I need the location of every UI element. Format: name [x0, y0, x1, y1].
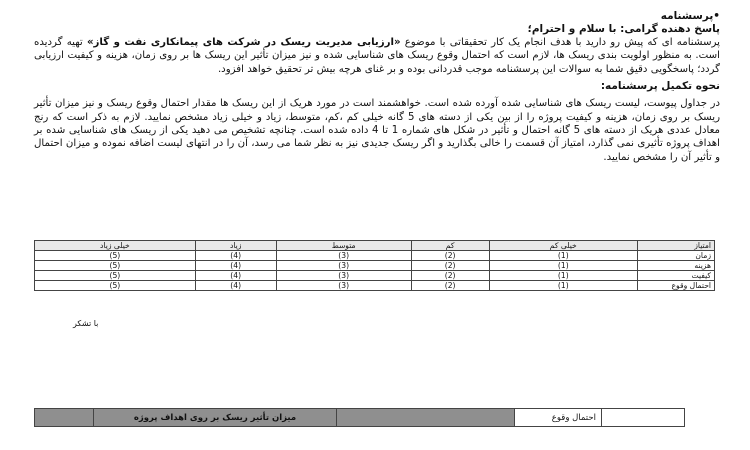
shaded-cell [35, 409, 94, 427]
impact-label: میزان تأثیر ریسک بر روی اهداف پروژه [94, 409, 337, 427]
greeting: پاسخ دهنده گرامی: با سلام و احترام؛ [527, 23, 720, 35]
table-cell[interactable]: (4) [195, 251, 276, 261]
table-cell[interactable]: (5) [35, 261, 196, 271]
table-cell[interactable]: (1) [489, 271, 637, 281]
header-very-low: خیلی کم [489, 241, 637, 251]
intro-text-1: پرسشنامه ای که پیش رو دارید با هدف انجام یک کار تحقیقاتی با موضوع [404, 37, 720, 48]
probability-label: احتمال وقوع [515, 409, 602, 427]
row-label-cost: هزینه [638, 261, 715, 271]
rating-scale-table [34, 240, 715, 291]
intro-text-2: تهیه گردیده است. به منظور اولویت بندی ریسک ها، لازم است که احتمال وقوع ریسک های شناسایی شده و نیز میزان تأثیر این ریسک ها بر روی زمان، هزینه و کیفیت ارزیابی گردد؛ پاسخگویی دقیق شما به سوالات این پرسشنامه موجب قدردانی بوده و بر غنای هرچه بیش تر تحقیق خواهد افزود. [34, 37, 720, 75]
table-cell[interactable]: (4) [195, 261, 276, 271]
how-to-paragraph: در جداول پیوست، لیست ریسک های شناسایی شده آورده شده است. خواهشمند است در مورد هریک از این ریسک ها مقدار احتمال وقوع ریسک و نیز میزان تأثیر ریسک بر روی زمان، هزینه و کیفیت پروژه را از بین یکی از دسته های 5 گانه خیلی کم ،کم، متوسط، زیاد و خیلی زیاد مشخص نمایید. لازم به ذکر است که رنج معادل عددی هریک از دسته های 5 گانه احتمال و تأثیر در شکل های شماره 1 تا 4 داده شده است. چنانچه تشخیص می دهید یکی از ریسک های شناسایی شده بر اهداف پروژه تأثیری نمی گذارد، امتیاز آن قسمت را خالی بگذارید و اگر ریسک جدیدی نیز به نظر شما می رسد، آن را در انتهای لیست اضافه نموده و میزان احتمال و تأثیر آن را مشخص نمایید. [34, 98, 721, 163]
intro-topic: «ارزیابی مدیریت ریسک در شرکت های پیمانکاری نفت و گاز» [86, 37, 401, 48]
table-cell[interactable]: (3) [276, 281, 411, 291]
thanks-note: با تشکر [73, 319, 99, 328]
header-very-high: خیلی زیاد [35, 241, 196, 251]
header-low: کم [411, 241, 489, 251]
row-label-quality: کیفیت [638, 271, 715, 281]
table-cell[interactable]: (5) [35, 271, 196, 281]
intro-paragraph [34, 36, 720, 76]
table-cell[interactable]: (5) [35, 251, 196, 261]
table-cell[interactable]: (1) [489, 281, 637, 291]
table-cell[interactable]: (1) [489, 261, 637, 271]
probability-entry-cell[interactable] [602, 409, 685, 427]
table-row [35, 409, 685, 427]
shaded-cell [337, 409, 515, 427]
row-label-probability: احتمال وقوع [638, 281, 715, 291]
table-cell[interactable]: (2) [411, 261, 489, 271]
table-cell[interactable]: (3) [276, 261, 411, 271]
table-row [35, 251, 715, 261]
table-cell[interactable]: (4) [195, 281, 276, 291]
document-body [34, 10, 720, 164]
table-cell[interactable]: (2) [411, 281, 489, 291]
table-cell[interactable]: (5) [35, 281, 196, 291]
table-cell[interactable]: (1) [489, 251, 637, 261]
table-cell[interactable]: (4) [195, 271, 276, 281]
risk-summary-table [34, 408, 685, 427]
row-label-time: زمان [638, 251, 715, 261]
header-high: زیاد [195, 241, 276, 251]
table-row [35, 261, 715, 271]
how-to-heading: نحوه تکمیل پرسشنامه: [600, 80, 720, 93]
table-cell[interactable]: (3) [276, 251, 411, 261]
table-row [35, 271, 715, 281]
table-cell[interactable]: (2) [411, 251, 489, 261]
table-row [35, 281, 715, 291]
table-header-row [35, 241, 715, 251]
table-cell[interactable]: (3) [276, 271, 411, 281]
table-cell[interactable]: (2) [411, 271, 489, 281]
page-title: •پرسشنامه [660, 10, 720, 22]
header-medium: متوسط [276, 241, 411, 251]
header-score: امتیاز [638, 241, 715, 251]
